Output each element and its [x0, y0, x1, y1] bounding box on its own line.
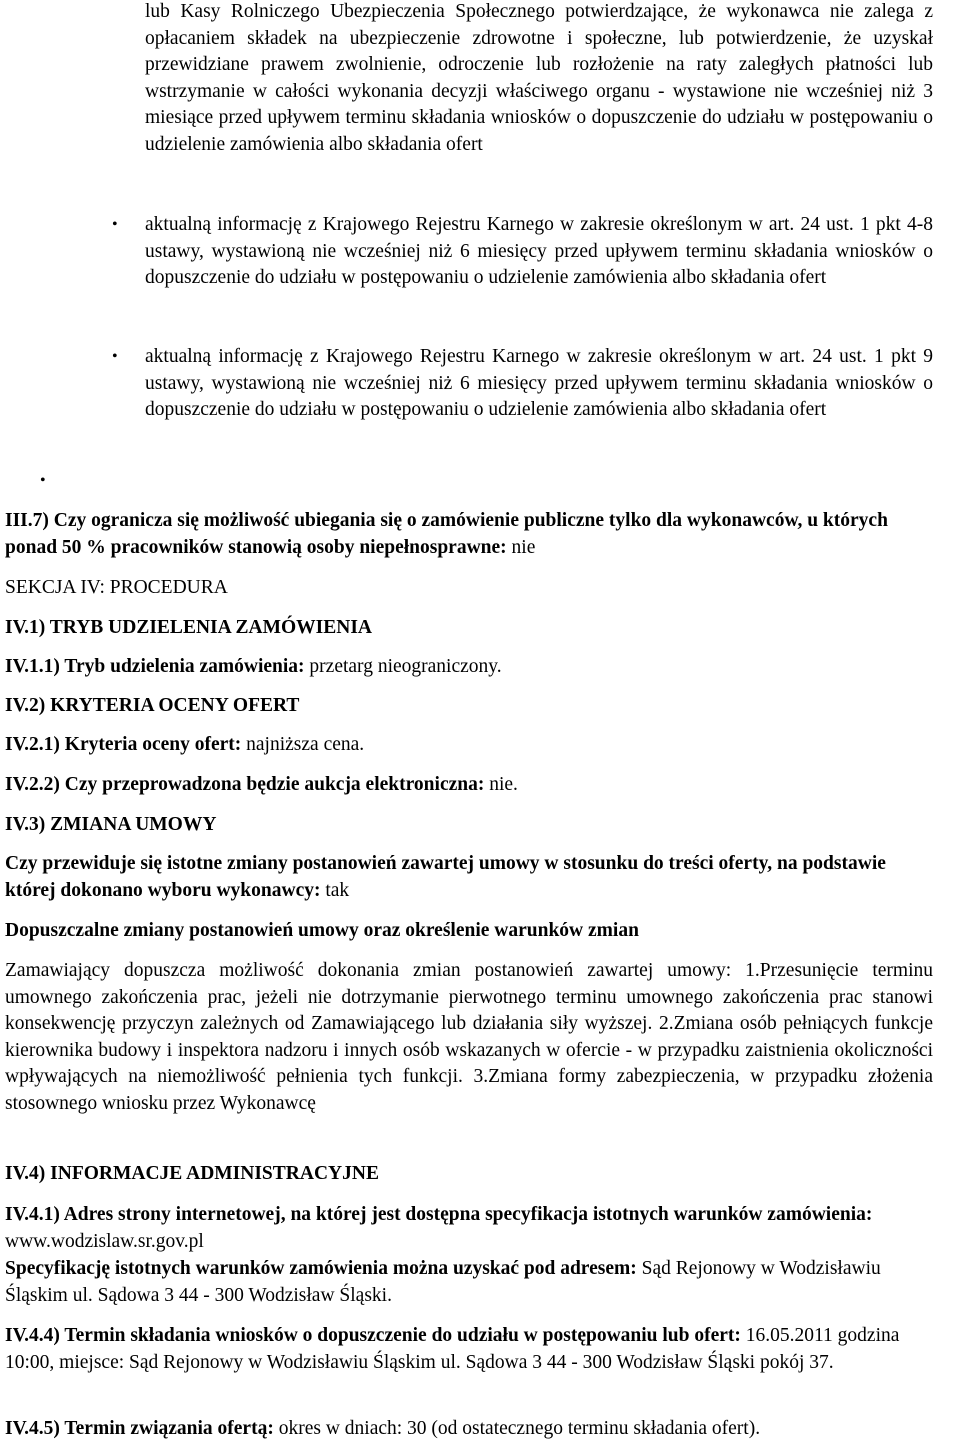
- iv44-label: IV.4.4) Termin składania wniosków o dopuszczenie do udziału w postępowaniu lub ofert:: [5, 1325, 741, 1346]
- iv44-value: 16.05.2011 godzina 10:00, miejsce: Sąd Rejonowy w Wodzisławiu Śląskim ul. Sądowa 3 44 - 300 Wodzisław Śląski pokój 37.: [5, 1325, 900, 1373]
- iv22-value: nie.: [484, 774, 518, 795]
- iv11-label: IV.1.1) Tryb udzielenia zamówienia:: [5, 656, 305, 677]
- iv22-label: IV.2.2) Czy przeprowadzona będzie aukcja elektroniczna:: [5, 774, 485, 795]
- iv21-row: [5, 732, 935, 759]
- iv41-spec-label: Specyfikację istotnych warunków zamówienia można uzyskać pod adresem:: [5, 1258, 637, 1279]
- iv41-label: IV.4.1) Adres strony internetowej, na której jest dostępna specyfikacja istotnych warunków zamówienia:: [5, 1204, 873, 1225]
- empty-bullet-icon: •: [40, 472, 46, 489]
- continuation-paragraph: lub Kasy Rolniczego Ubezpieczenia Społecznego potwierdzające, że wykonawca nie zalega z opłacaniem składek na ubezpieczenie zdrowotne i społeczne, lub potwierdzenie, że uzyskał przewidziane prawem zwolnienie, odroczenie lub rozłożenie na raty zaległych płatności lub wstrzymanie w całości wykonania decyzji właściwego organu - wystawione nie wcześniej niż 3 miesiące przed upływem terminu składania wniosków o dopuszczenie do udziału w postępowaniu o udzielenie zamówienia albo składania ofert: [145, 1, 933, 155]
- iv45-value: okres w dniach: 30 (od ostatecznego terminu składania ofert).: [273, 1418, 761, 1439]
- iv45-label: IV.4.5) Termin związania ofertą:: [5, 1418, 274, 1439]
- iv11-row: [5, 654, 935, 681]
- section-iii7-label: III.7) Czy ogranicza się możliwość ubiegania się o zamówienie publiczne tylko dla wykonawców, u których ponad 50 % pracowników stanowią osoby niepełnosprawne:: [5, 510, 888, 558]
- iv21-value: najniższa cena.: [241, 734, 365, 755]
- bullet-icon: •: [112, 348, 118, 365]
- iv22-row: [5, 772, 935, 799]
- iv3-question-row: [5, 851, 935, 904]
- list-item: [112, 212, 933, 292]
- iv41-url-link[interactable]: www.wodzislaw.sr.gov.pl: [5, 1230, 204, 1252]
- section-iii7: [5, 508, 935, 561]
- iv2-heading: IV.2) KRYTERIA OCENY OFERT: [5, 695, 300, 716]
- list-item-text: aktualną informację z Krajowego Rejestru Karnego w zakresie określonym w art. 24 ust. 1 pkt 9 ustawy, wystawioną nie wcześniej niż 6 miesięcy przed upływem terminu składania wniosków o dopuszczenie do udziału w postępowaniu o udzielenie zamówienia albo składania ofert: [145, 346, 933, 420]
- iv3-question-value: tak: [320, 879, 350, 901]
- iv45-row: [5, 1416, 935, 1443]
- list-item-text: aktualną informację z Krajowego Rejestru Karnego w zakresie określonym w art. 24 ust. 1 pkt 4-8 ustawy, wystawioną nie wcześniej niż 6 miesięcy przed upływem terminu składania wniosków o dopuszczenie do udziału w postępowaniu o udzielenie zamówienia albo składania ofert: [145, 214, 933, 288]
- iv3-allowed-heading: Dopuszczalne zmiany postanowień umowy oraz określenie warunków zmian: [5, 920, 639, 941]
- iv11-value: przetarg nieograniczony.: [304, 656, 502, 677]
- iv3-heading: IV.3) ZMIANA UMOWY: [5, 814, 217, 835]
- iv44-row: [5, 1323, 935, 1376]
- iv3-question-label: Czy przewiduje się istotne zmiany postanowień zawartej umowy w stosunku do treści oferty, na podstawie której dokonano wyboru wykonawcy:: [5, 853, 886, 901]
- iv4-heading: IV.4) INFORMACJE ADMINISTRACYJNE: [5, 1163, 379, 1184]
- section-iv-heading: SEKCJA IV: PROCEDURA: [5, 577, 228, 598]
- iv1-heading: IV.1) TRYB UDZIELENIA ZAMÓWIENIA: [5, 617, 373, 638]
- iv41-row: [5, 1202, 935, 1255]
- iv21-label: IV.2.1) Kryteria oceny ofert:: [5, 734, 242, 755]
- bullet-icon: •: [112, 216, 118, 233]
- iv3-allowed-text: Zamawiający dopuszcza możliwość dokonania zmian postanowień zawartej umowy: 1.Przesunięcie terminu umownego zakończenia prac, jeżeli nie dotrzymanie pierwotnego terminu umownego zakończenia prac stanowi konsekwencję przyczyn zależnych od Zamawiającego lub działania siły wyższej. 2.Zmiana osób pełniących funkcje kierownika budowy i inspektora nadzoru i innych osób wskazanych w ofercie - w przypadku zaistnienia okoliczności wpływających na niemożliwość pełnienia tych funkcji. 3.Zmiana formy zabezpieczenia, w przypadku złożenia stosownego wniosku przez Wykonawcę: [5, 960, 933, 1114]
- iv41-spec-row: [5, 1256, 935, 1309]
- iv41-spec-value: Sąd Rejonowy w Wodzisławiu Śląskim ul. Sądowa 3 44 - 300 Wodzisław Śląski.: [5, 1258, 881, 1306]
- section-iii7-value: nie: [506, 536, 536, 558]
- list-item: [112, 344, 933, 424]
